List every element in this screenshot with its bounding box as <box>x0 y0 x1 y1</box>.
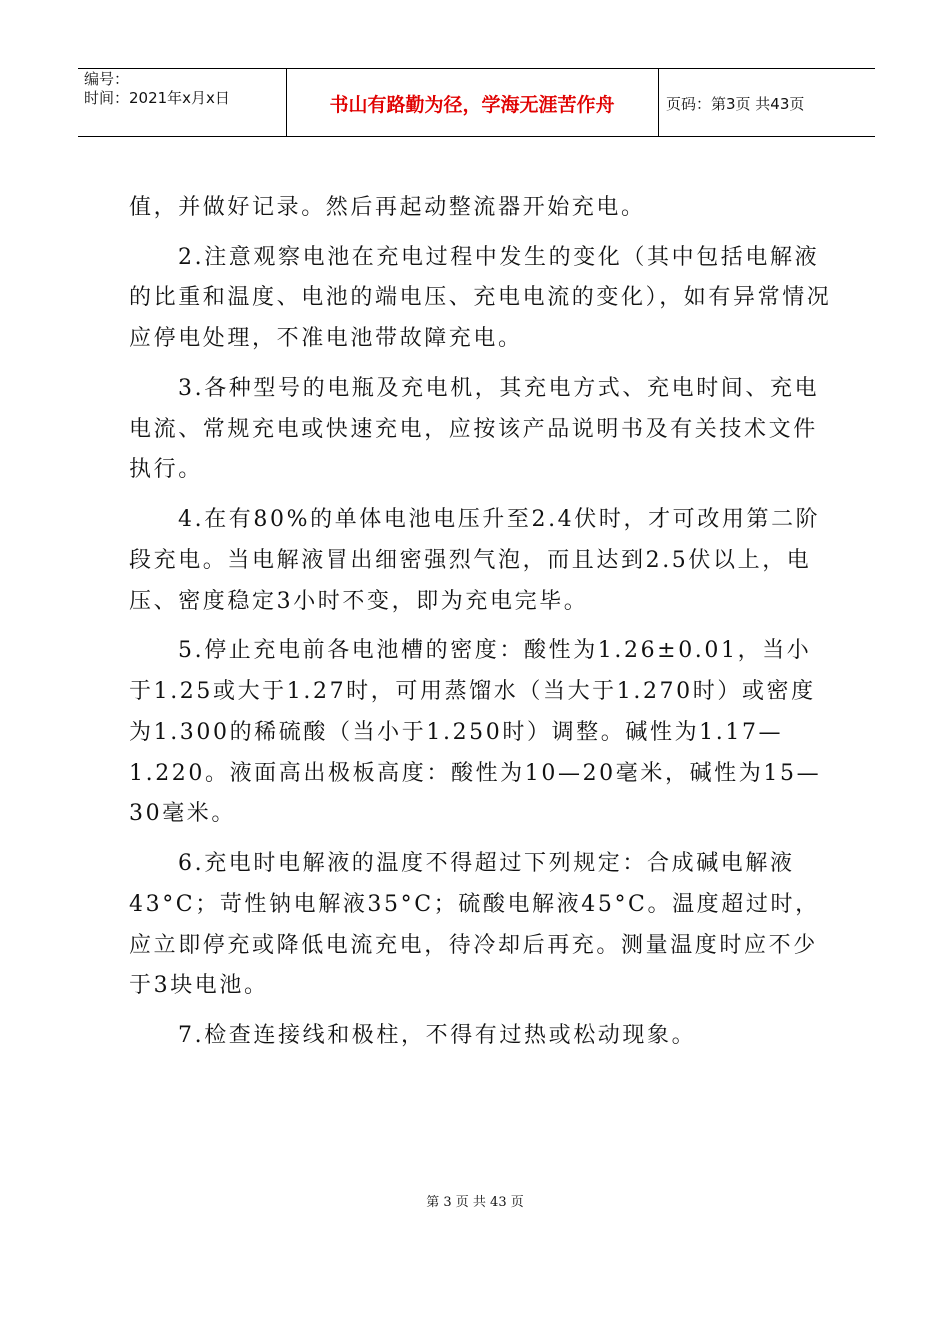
document-body <box>129 188 832 1057</box>
body-paragraph-7: 7.检查连接线和极柱，不得有过热或松动现象。 <box>178 1022 697 1048</box>
body-paragraph-4: 4.在有80%的单体电池电压升至2.4伏时，才可改用第二阶段充电。当电解液冒出细密强烈气泡，而且达到2.5伏以上，电压、密度稳定3小时不变，即为充电完毕。 <box>129 506 821 614</box>
header-time-label: 时间：2021年x月x日 <box>84 89 230 107</box>
body-paragraph-5: 5.停止充电前各电池槽的密度：酸性为1.26±0.01，当小于1.25或大于1.27时，可用蒸馏水（当大于1.270时）或密度为1.300的稀硫酸（当小于1.250时）调整。碱性为1.17—1.220。液面高出极板高度：酸性为10—20毫米，碱性为15—30毫米。 <box>129 638 822 827</box>
header-meta <box>84 70 284 108</box>
body-paragraph-3: 3.各种型号的电瓶及充电机，其充电方式、充电时间、充电电流、常规充电或快速充电，应按该产品说明书及有关技术文件执行。 <box>129 375 820 483</box>
header-page-info: 页码：第3页 共43页 <box>666 95 805 113</box>
body-paragraph-2: 2.注意观察电池在充电过程中发生的变化（其中包括电解液的比重和温度、电池的端电压、充电电流的变化），如有异常情况应停电处理，不准电池带故障充电。 <box>129 244 832 352</box>
header-motto: 书山有路勤为径，学海无涯苦作舟 <box>329 94 615 116</box>
header-number-label: 编号： <box>84 70 130 88</box>
body-paragraph-continuation: 值，并做好记录。然后再起动整流器开始充电。 <box>129 195 646 220</box>
body-paragraph-6: 6.充电时电解液的温度不得超过下列规定：合成碱电解液43°C；苛性钠电解液35°C；硫酸电解液45°C。温度超过时，应立即停充或降低电流充电，待冷却后再充。测量温度时应不少于3块电池。 <box>129 850 820 999</box>
header-bottom-rule <box>78 136 875 137</box>
page-footer: 第 3 页 共 43 页 <box>426 1195 524 1210</box>
header-divider-right <box>658 68 659 136</box>
header-top-rule <box>78 68 875 69</box>
